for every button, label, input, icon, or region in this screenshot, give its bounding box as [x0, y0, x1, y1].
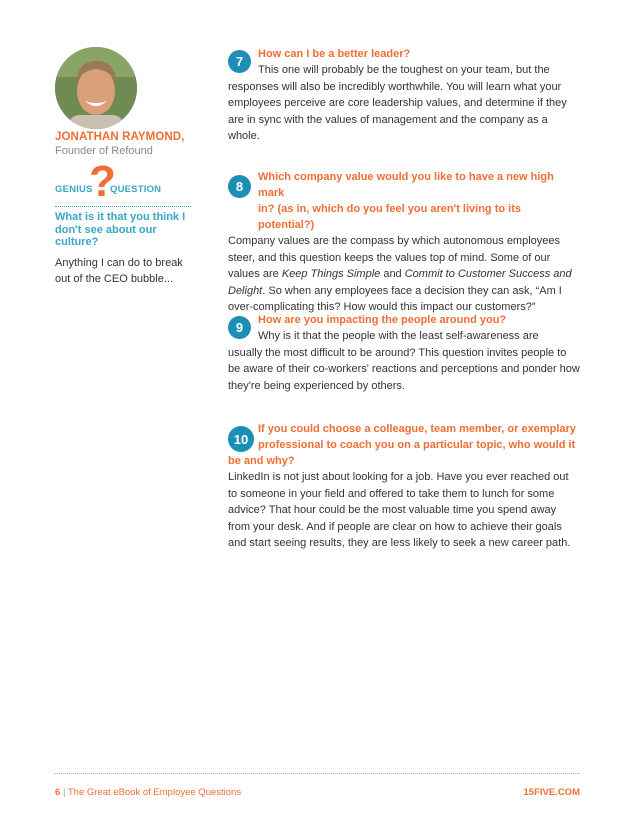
question-title-line-3: be and why?	[228, 455, 295, 467]
question-8	[228, 169, 580, 316]
footer	[55, 787, 580, 798]
question-number-badge: 9	[228, 316, 251, 339]
question-7	[228, 46, 580, 145]
question-body	[228, 233, 580, 316]
question-body: LinkedIn is not just about looking for a job. Have you ever reached out to someone in your field and offered to take them to lunch for some advice? That hour could be the most valuable time you spend away from your desk. And if people are clear on how to achieve their goals and start seeing results, they are less likely to seek a new career path.	[228, 471, 571, 549]
question-title-line-2: professional to coach you on a particular topic, who would it	[258, 439, 576, 451]
question-mark-icon: ?	[89, 157, 116, 206]
question-title: How are you impacting the people around you?	[258, 314, 507, 326]
value-customer-success: Commit to Customer Success and Delight	[228, 268, 572, 297]
footer-title: The Great eBook of Employee Questions	[67, 787, 242, 798]
question-body-first-line: Why is it that the people with the least self-awareness are	[258, 330, 539, 342]
page-number: 6	[55, 787, 61, 798]
portrait-photo	[55, 47, 137, 129]
question-number-badge: 8	[228, 175, 251, 198]
body-text-2: and	[380, 268, 405, 280]
question-body-first-line: This one will probably be the toughest on your team, but the	[258, 64, 550, 76]
speaker-name: JONATHAN RAYMOND,	[55, 131, 185, 143]
speaker-role: Founder of Refound	[55, 145, 153, 157]
question-label: QUESTION	[110, 184, 162, 195]
question-title-line-2: in? (as in, which do you feel you aren't living to its potential?)	[258, 203, 521, 231]
value-keep-simple: Keep Things Simple	[281, 268, 381, 280]
genius-question-text: What is it that you think I don't see about our culture?	[55, 211, 186, 248]
question-number-badge: 10	[228, 426, 254, 452]
genius-question-logo	[55, 157, 187, 206]
question-10	[228, 421, 580, 552]
question-title-line-1: If you could choose a colleague, team member, or exemplary	[258, 423, 576, 435]
footer-separator: |	[62, 787, 66, 798]
sidebar-divider	[55, 206, 191, 207]
question-title-line-1: Which company value would you like to have a new high mark	[258, 171, 554, 199]
body-text-1: Company values are the compass by which autonomous employees steer, and this question keeps the values top of mind. Some of our values are	[228, 235, 561, 280]
question-title: How can I be a better leader?	[258, 48, 411, 60]
avatar	[55, 47, 137, 129]
body-text-3: . So when any employees face a decision they can ask, “Am I over-complicating this? How would this impact our customers?”	[228, 284, 562, 313]
question-number-badge: 7	[228, 50, 251, 73]
footer-divider	[55, 773, 580, 774]
question-9	[228, 312, 580, 394]
question-body: responses will also be incredibly worthwhile. You will learn what your employees perceive are core leadership values, and determine if they are in sync with the values of management and the company as a whole.	[228, 80, 567, 142]
genius-label: GENIUS	[55, 184, 93, 195]
genius-answer-text: Anything I can do to break out of the CEO bubble...	[55, 257, 183, 285]
brand-link[interactable]: 15FIVE.COM	[523, 787, 580, 798]
question-body: usually the most difficult to be around? This question invites people to be aware of their co-workers' reactions and perceptions and ponder how they're being experienced by others.	[228, 346, 580, 392]
